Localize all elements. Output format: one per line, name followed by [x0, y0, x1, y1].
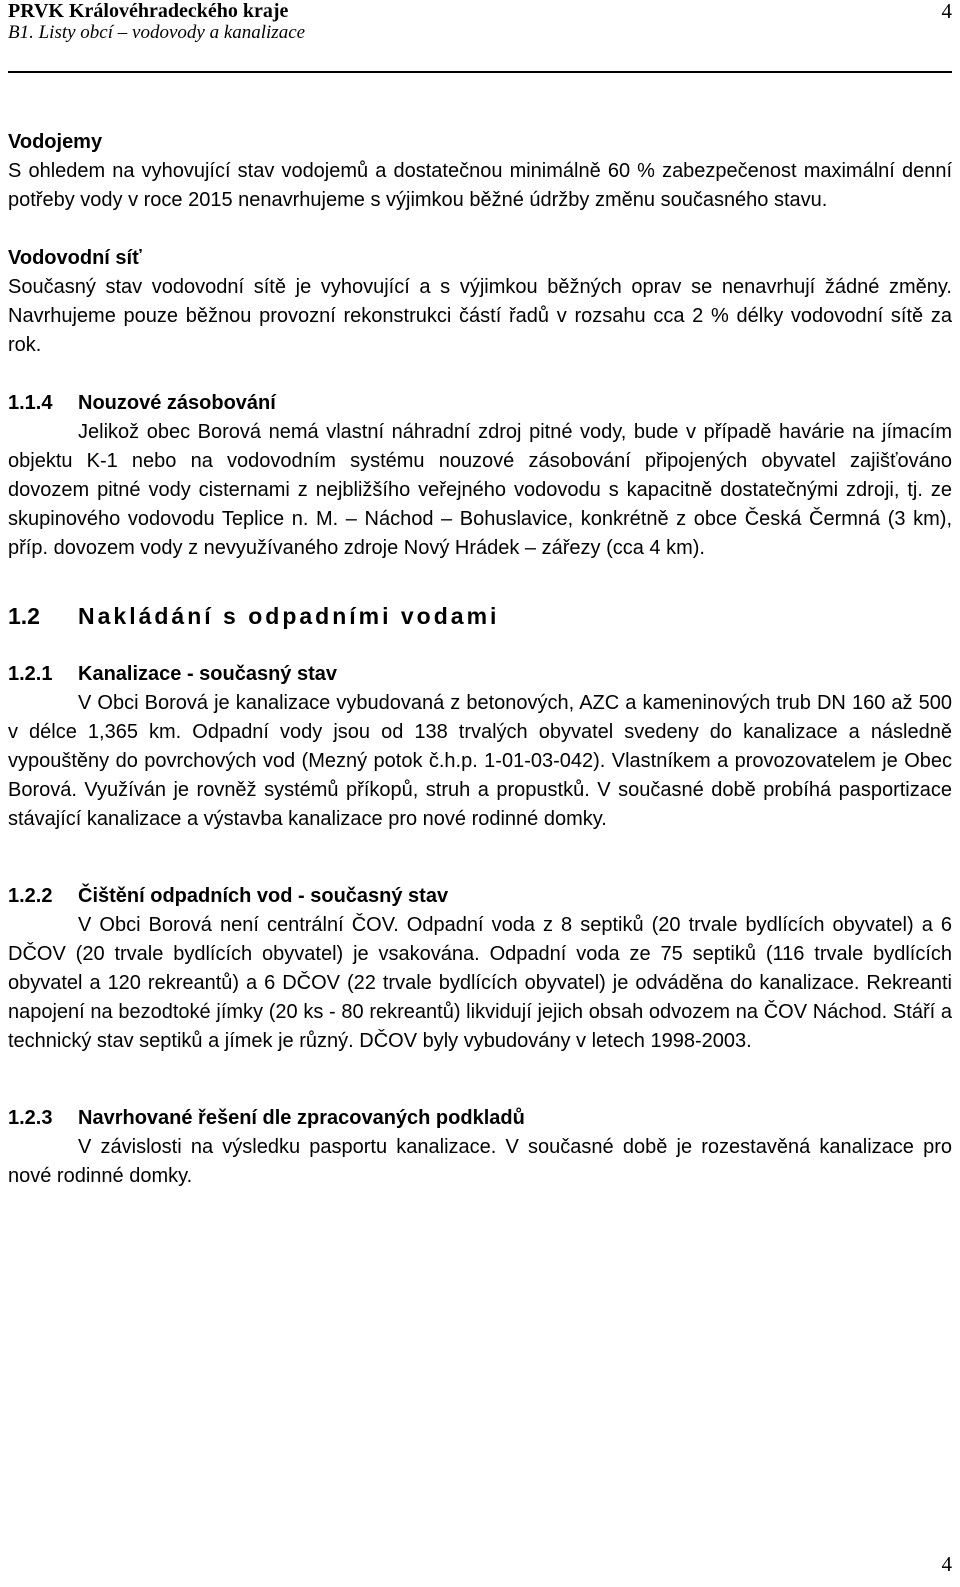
- section-number: 1.2.1: [8, 663, 53, 685]
- section-title: Kanalizace - současný stav: [78, 663, 338, 685]
- vodovodni-sit-paragraph: Současný stav vodovodní sítě je vyhovující a s výjimkou běžných oprav se nenavrhují žádné změny. Navrhujeme pouze běžnou provozní rekonstrukci částí řadů v rozsahu cca 2 % délky vodovodní sítě za rok.: [8, 276, 952, 356]
- section-1-2-3-paragraph: V závislosti na výsledku pasportu kanalizace. V současné době je rozestavěná kanalizace pro nové rodinné domky.: [8, 1136, 952, 1187]
- header-divider: [8, 71, 952, 73]
- vodojemy-paragraph: S ohledem na vyhovující stav vodojemů a dostatečnou minimálně 60 % zabezpečenost maximální denní potřeby vody v roce 2015 nenavrhujeme s výjimkou běžné údržby změnu současného stavu.: [8, 160, 952, 211]
- section-1-1-4-heading: [8, 389, 952, 418]
- document-body: [8, 128, 952, 1191]
- header-title: PRVK Královéhradeckého kraje: [8, 0, 289, 22]
- section-title: Navrhované řešení dle zpracovaných podkladů: [78, 1107, 525, 1129]
- section-number: 1.1.4: [8, 392, 53, 414]
- section-title: Nakládání s odpadními vodami: [78, 603, 500, 629]
- section-title: Nouzové zásobování: [78, 392, 276, 414]
- footer-page-number: 4: [941, 1552, 952, 1576]
- section-1-2-2-heading: [8, 882, 952, 911]
- section-title: Čištění odpadních vod - současný stav: [78, 885, 449, 907]
- section-1-2-1-paragraph: V Obci Borová je kanalizace vybudovaná z betonových, AZC a kameninových trub DN 160 až 500 v délce 1,365 km. Odpadní vody jsou od 138 trvalých obyvatel svedeny do kanalizace a následně vypouštěny do povrchových vod (Mezný potok č.h.p. 1-01-03-042). Vlastníkem a provozovatelem je Obec Borová. Využíván je rovněž systémů příkopů, struh a propustků. V současné době probíhá pasportizace stávající kanalizace a výstavba kanalizace pro nové rodinné domky.: [8, 692, 952, 830]
- vodojemy-heading: Vodojemy: [8, 131, 103, 153]
- section-1-2-3-heading: [8, 1104, 952, 1133]
- section-1-2-2-paragraph: V Obci Borová není centrální ČOV. Odpadní voda z 8 septiků (20 trvale bydlících obyvatel) a 6 DČOV (20 trvale bydlících obyvatel) je vsakována. Odpadní voda ze 75 septiků (116 trvale bydlících obyvatel a 120 rekreantů) a 6 DČOV (22 trvale bydlících obyvatel) je odváděna do kanalizace. Rekreanti napojení na bezodtoké jímky (20 ks - 80 rekreantů) likvidují jejich obsah odvozem na ČOV Náchod. Stáří a technický stav septiků a jímek je různý. DČOV byly vybudovány v letech 1998-2003.: [8, 914, 952, 1052]
- section-number: 1.2.2: [8, 885, 53, 907]
- section-1-2-heading: [8, 600, 952, 632]
- header-page-number: 4: [941, 0, 952, 23]
- section-number: 1.2.3: [8, 1107, 53, 1129]
- vodovodni-sit-heading: Vodovodní síť: [8, 247, 142, 269]
- section-number: 1.2: [8, 603, 40, 629]
- header-subtitle: B1. Listy obcí – vodovody a kanalizace: [8, 22, 306, 43]
- section-1-2-1-heading: [8, 660, 952, 689]
- section-1-1-4-paragraph: Jelikož obec Borová nemá vlastní náhradní zdroj pitné vody, bude v případě havárie na jímacím objektu K-1 nebo na vodovodním systému nouzové zásobování připojených obyvatel zajišťováno dovozem pitné vody cisternami z nejbližšího veřejného vodovodu s kapacitně dostatečnými zdroji, tj. ze skupinového vodovodu Teplice n. M. – Náchod – Bohuslavice, konkrétně z obce Česká Čermná (3 km), příp. dovozem vody z nevyužívaného zdroje Nový Hrádek – zářezy (cca 4 km).: [8, 421, 952, 559]
